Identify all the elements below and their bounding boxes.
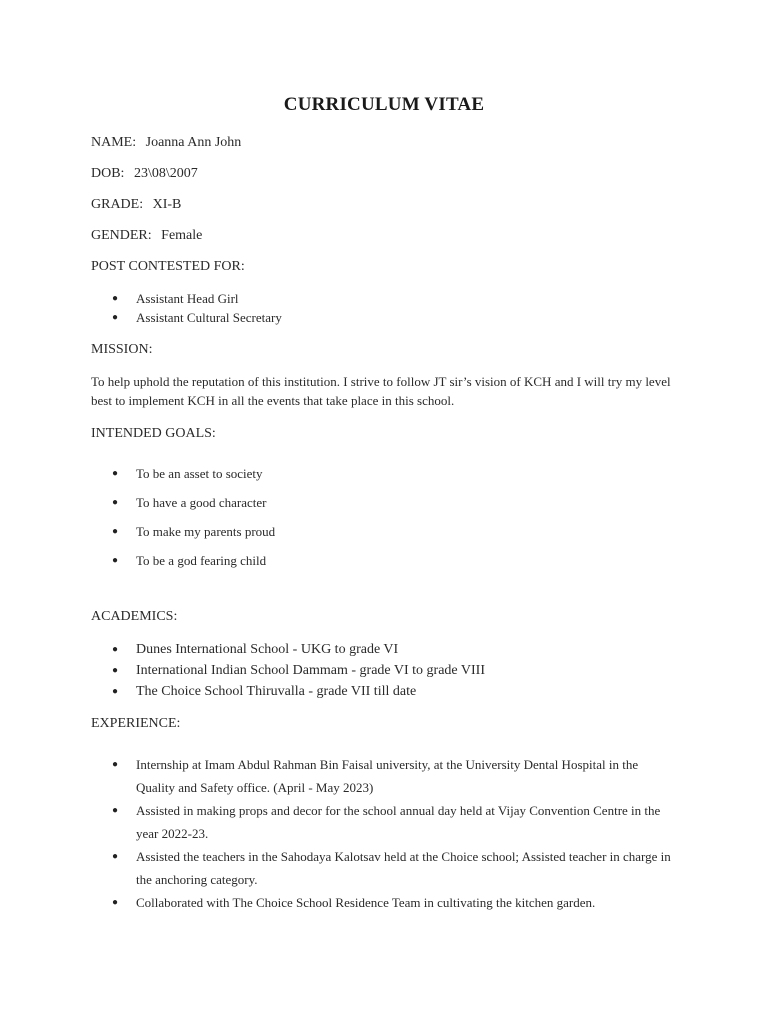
academic-item: Dunes International School - UKG to grade VI [136, 642, 399, 657]
goal-item: To be an asset to society [136, 466, 263, 481]
list-item [0, 308, 676, 327]
list-item [0, 551, 676, 570]
list-item [0, 522, 676, 541]
gender-line [91, 227, 202, 245]
bullet-icon: ● [112, 555, 119, 566]
experience-item: Assisted in making props and decor for the school annual day held at Vijay Convention Centre in the year 2022-23. [136, 803, 661, 841]
list-item [0, 660, 676, 681]
bullet-icon: ● [112, 665, 119, 676]
gender-value: Female [161, 228, 203, 243]
experience-heading: EXPERIENCE: [91, 716, 181, 731]
list-item [0, 753, 676, 799]
grade-line [91, 196, 181, 214]
bullet-icon: ● [112, 468, 119, 479]
bullet-icon: ● [112, 897, 119, 908]
academic-item: The Choice School Thiruvalla - grade VII till date [136, 684, 417, 699]
bullet-icon: ● [112, 293, 119, 304]
academics-list [0, 639, 676, 702]
grade-value: XI-B [152, 197, 182, 212]
academic-item: International Indian School Dammam - grade VI to grade VIII [136, 663, 485, 678]
grade-label: GRADE: [91, 197, 144, 212]
goal-item: To be a god fearing child [136, 553, 267, 568]
experience-list [0, 753, 676, 914]
list-item [0, 845, 676, 891]
dob-label: DOB: [91, 166, 125, 181]
experience-item: Collaborated with The Choice School Residence Team in cultivating the kitchen garden. [136, 895, 596, 910]
bullet-icon: ● [112, 497, 119, 508]
post-item: Assistant Cultural Secretary [136, 310, 282, 325]
gender-label: GENDER: [91, 228, 152, 243]
goal-item: To make my parents proud [136, 524, 276, 539]
bullet-icon: ● [112, 805, 119, 816]
list-item [0, 891, 676, 914]
bullet-icon: ● [112, 759, 119, 770]
name-value: Joanna Ann John [145, 135, 242, 150]
post-heading: POST CONTESTED FOR: [91, 259, 245, 274]
bullet-icon: ● [112, 851, 119, 862]
experience-item: Internship at Imam Abdul Rahman Bin Faisal university, at the University Dental Hospital in the Quality and Safety office. (April - May 2023) [136, 757, 639, 795]
dob-value: 23\08\2007 [133, 166, 198, 181]
bullet-icon: ● [112, 312, 119, 323]
name-label: NAME: [91, 135, 137, 150]
dob-line [91, 165, 198, 183]
name-line [91, 134, 241, 152]
goals-heading: INTENDED GOALS: [91, 426, 216, 441]
bullet-icon: ● [112, 526, 119, 537]
list-item [0, 464, 676, 483]
bullet-icon: ● [112, 644, 119, 655]
experience-item: Assisted the teachers in the Sahodaya Kalotsav held at the Choice school; Assisted teacher in charge in the anchoring category. [136, 849, 671, 887]
post-list [0, 289, 676, 327]
list-item [0, 289, 676, 308]
list-item [0, 681, 676, 702]
mission-text: To help uphold the reputation of this institution. I strive to follow JT sir’s vision of KCH and I will try my level best to implement KCH in all the events that take place in this school. [91, 374, 671, 408]
academics-heading: ACADEMICS: [91, 609, 178, 624]
list-item [0, 493, 676, 512]
mission-heading: MISSION: [91, 342, 153, 357]
list-item [0, 799, 676, 845]
goals-list [0, 464, 676, 580]
page-title: CURRICULUM VITAE [283, 94, 485, 115]
bullet-icon: ● [112, 686, 119, 697]
post-item: Assistant Head Girl [136, 291, 239, 306]
list-item [0, 639, 676, 660]
goal-item: To have a good character [136, 495, 267, 510]
